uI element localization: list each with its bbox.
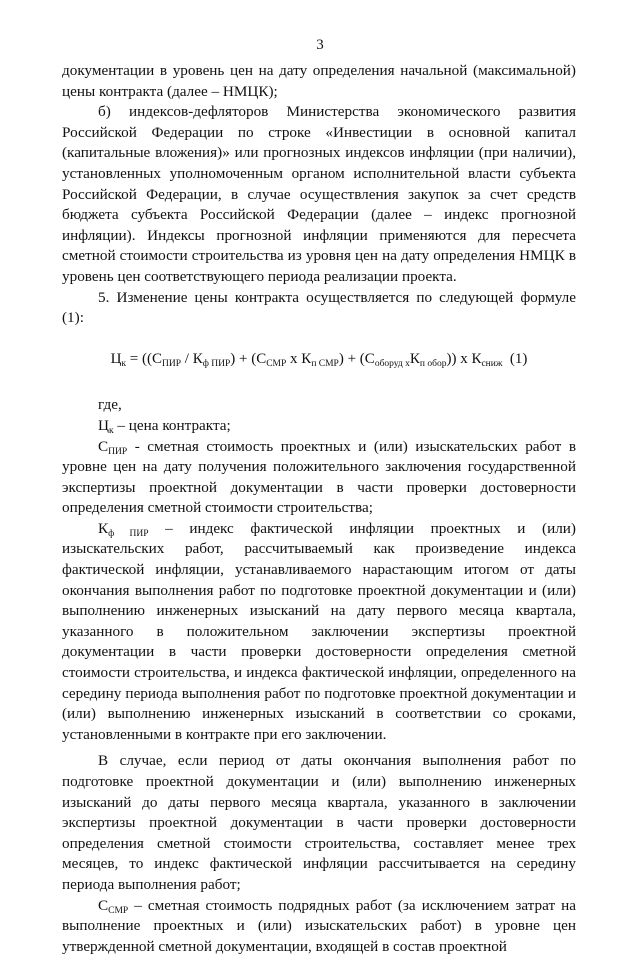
document-body <box>62 61 576 957</box>
definition-csmr: $С_{СМР}$ – сметная стоимость подрядных работ (за исключением затрат на выполнение проектных и (или) изыскательских работ) в уровне цен утвержденной сметной документации, входящей в состав проектной <box>62 896 576 955</box>
definition-ck: $Ц_к$ – цена контракта; <box>98 416 231 436</box>
page-number: 3 <box>316 37 324 53</box>
definition-cpir: $С_{ПИР}$ - сметная стоимость проектных и (или) изыскательских работ в уровне цен на дату получения положительного заключения государственной экспертизы проектной документации в части проверки достоверности определения сметной стоимости строительства; <box>62 437 576 517</box>
definition-kfpir: $К_{ф ПИР}$ – индекс фактической инфляции проектных и (или) изыскательских работ, рассчитываемый как произведение индекса фактической инфляции, устанавливаемого нарастающим итогом от даты окончания выполнения работ по подготовке проектной документации и (или) выполнению инженерных изысканий на дату первого месяца квартала, указанного в положительном заключении экспертизы проектной документации в части проверки достоверности определения сметной стоимости строительства, и индекса фактической инфляции, определенного на середину периода выполнения работ по подготовке проектной документации и (или) выполнению инженерных изысканий в соответствии со сроками, установленными в контракте при его заключении. <box>62 519 576 743</box>
paragraph-b: б) индексов-дефляторов Министерства экономического развития Российской Федерации по строке «Инвестиции в основной капитал (капитальные вложения)» или прогнозных индексов инфляции (при наличии), установленных уполномоченным органом исполнительной власти субъекта Российской Федерации, в случае осуществления закупок за счет средств бюджета субъекта Российской Федерации (далее – индекс прогнозной инфляции). Индексы прогнозной инфляции применяются для пересчета сметной стоимости строительства из уровня цен на дату определения НМЦК в уровень цен соответствующего периода реализации проекта. <box>62 103 576 285</box>
formula-1: $Ц_к = ((С_{ПИР} / К_{ф ПИР}) + (С_{СМР}$ х $К_{п СМР}) + (С_{оборуд х}К_{п обор})$) х $К_{сниж}$ (1) <box>110 350 528 369</box>
paragraph-5: 5. Изменение цены контракта осуществляется по следующей формуле (1): <box>62 288 576 327</box>
paragraph-case: В случае, если период от даты окончания выполнения работ по подготовке проектной документации и (или) выполнению инженерных изысканий до даты первого месяца квартала, указанного в заключении экспертизы проектной документации в части проверки достоверности определения сметной стоимости строительства, составляет менее трех месяцев, то индекс фактической инфляции рассчитывается на середину периода выполнения работ; <box>62 752 576 893</box>
where-label: где, <box>98 396 122 414</box>
paragraph-1: документации в уровень цен на дату определения начальной (максимальной) цены контракта (далее – НМЦК); <box>62 62 576 100</box>
formula-number: (1) <box>509 350 528 367</box>
